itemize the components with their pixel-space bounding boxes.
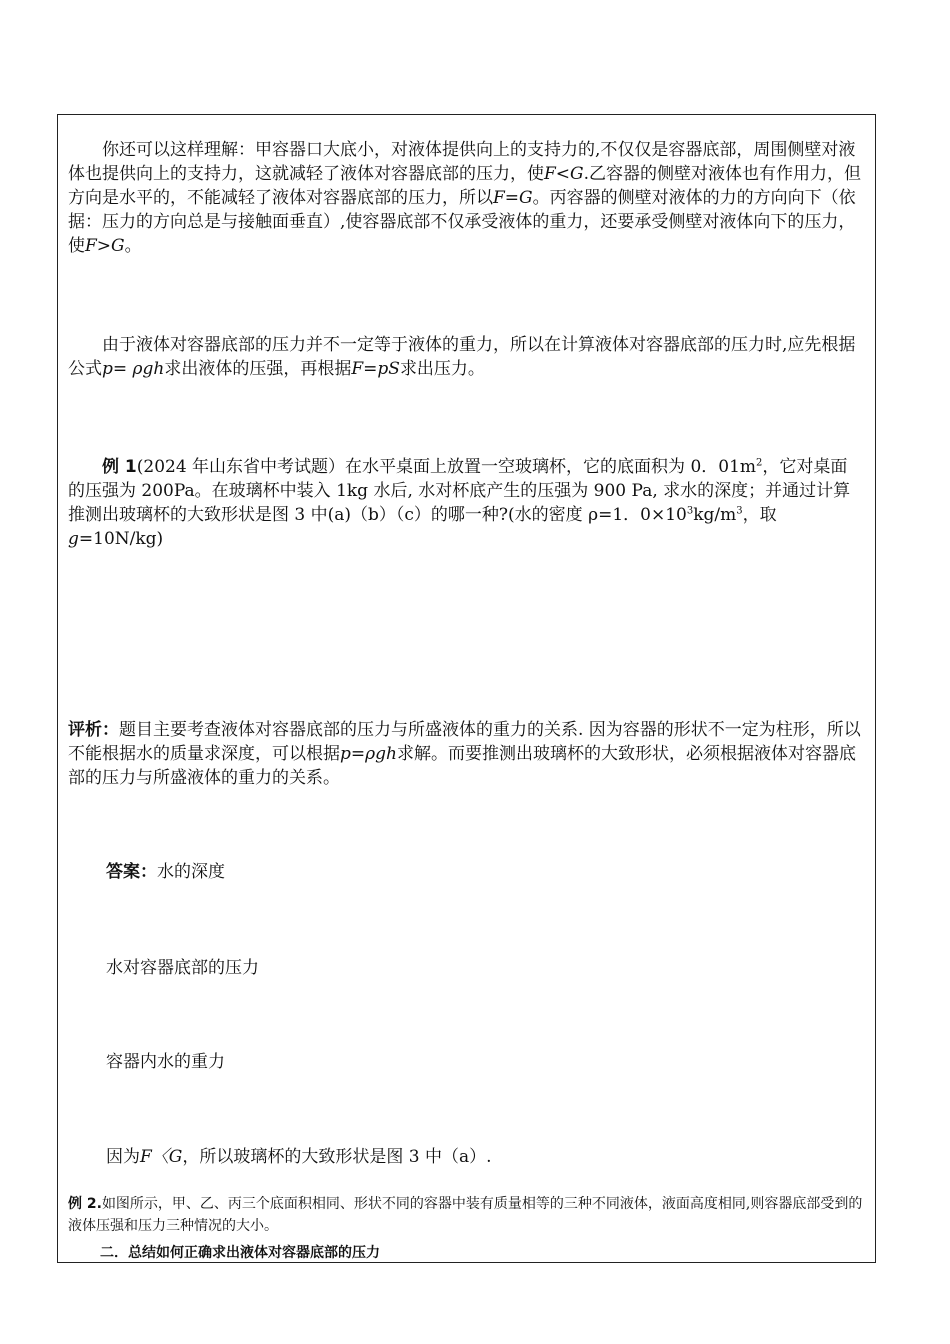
text: 由于液体对容器底部的压力并不一定等于液体的重力，所以在计算液体对容器底部的压力时,应先根据公式 [68, 335, 856, 379]
text: 你还可以这样理解：甲容器口大底小，对液体提供向上的支持力的,不仅仅是容器底部，周围侧壁对液体也提供向上的支持力，这就减轻了液体对容器底部的压力，使 [68, 140, 856, 184]
gravity-symbol: g [68, 529, 79, 549]
answer-line-depth [106, 860, 225, 884]
relation-f-equals-g: F=G [493, 188, 533, 208]
text: ，取 [742, 505, 777, 525]
example-1-question [68, 455, 864, 551]
superscript: 3 [686, 505, 694, 517]
text: 求解。而要推测出玻璃杯的大致形状，必须根据液体对容器底部的压力与所盛液体的重力的关系。 [68, 744, 856, 788]
pressure-formula: p=ρgh [340, 744, 397, 764]
method-paragraph [68, 333, 864, 381]
text: 如图所示，甲、乙、丙三个底面积相同、形状不同的容器中装有质量相等的三种不同液体，液面高度相同,则容器底部受到的液体压强和压力三种情况的大小。 [68, 1196, 863, 1234]
answer-line-weight: 容器内水的重力 [106, 1052, 225, 1072]
answer-line-pressure: 水对容器底部的压力 [106, 958, 259, 978]
answer-label: 答案： [106, 862, 157, 882]
text: 求出压力。 [399, 359, 485, 379]
text: ，它对桌面的压强为 200Pa。在玻璃杯中装入 1kg 水后, 水对杯底产生的压强为 900 Pa, 求水的深度；并通过计算推测出玻璃杯的大致形状是图 3 中(a)（b）（c）的哪一种?(水的密度 ρ=1．0×10 [68, 457, 851, 525]
text: 。 [124, 236, 142, 256]
force-formula: F=pS [351, 359, 400, 379]
superscript: 3 [736, 505, 743, 517]
text: (2024 年山东省中考试题）在水平桌面上放置一空玻璃杯，它的底面积为 0．01m [136, 457, 757, 477]
example-1-label: 例 1 [102, 457, 137, 477]
text: kg/m [693, 505, 737, 525]
example-2-question [68, 1193, 864, 1237]
answer-conclusion [106, 1145, 492, 1169]
relation-f-greater-g: F>G [85, 236, 125, 256]
text: .乙容器的侧壁对液体也有作用力，但方向是水平的，不能减轻了液体对容器底部的压力，所以 [68, 164, 862, 208]
text: ，所以玻璃杯的大致形状是图 3 中（a）. [182, 1147, 492, 1167]
example-2-label: 例 2. [68, 1196, 102, 1212]
explanation-paragraph [68, 138, 864, 258]
analysis-paragraph [68, 718, 864, 790]
text: 。丙容器的侧壁对液体的力的方向向下（依据：压力的方向总是与接触面垂直）,使容器底部不仅承受液体的重力，还要承受侧壁对液体向下的压力，使 [68, 188, 856, 256]
section-2-heading: 二．总结如何正确求出液体对容器底部的压力 [100, 1245, 380, 1261]
text: 因为 [106, 1147, 140, 1167]
relation-f-less-g: F<G [544, 164, 584, 184]
analysis-label: 评析： [68, 720, 119, 740]
content-frame [57, 114, 876, 1263]
text: 水的深度 [157, 862, 225, 882]
relation-f-less-g: F〈G [140, 1147, 183, 1167]
text: =10N/kg) [78, 529, 164, 549]
text: 题目主要考查液体对容器底部的压力与所盛液体的重力的关系. 因为容器的形状不一定为柱形，所以不能根据水的质量求深度，可以根据 [68, 720, 861, 764]
superscript: 2 [756, 457, 763, 469]
text: 求出液体的压强，再根据 [164, 359, 352, 379]
pressure-formula: p= ρgh [102, 359, 165, 379]
